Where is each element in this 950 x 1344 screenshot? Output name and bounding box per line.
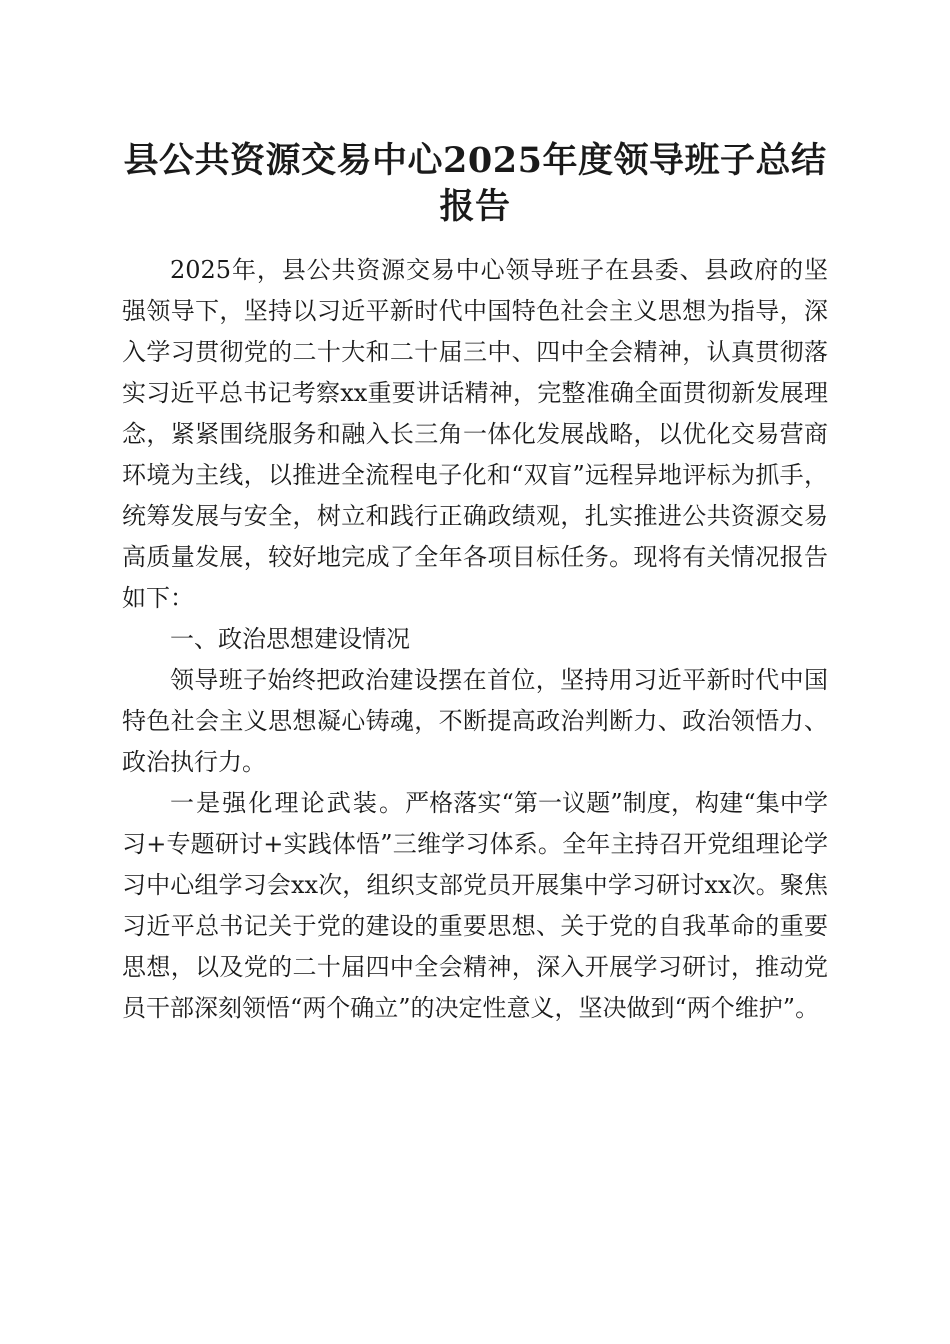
point-text: 严格落实“第一议题”制度，构建“集中学习+专题研讨+实践体悟”三维学习体系。全年主持召开党组理论学习中心组学习会xx次，组织支部党员开展集中学习研讨xx次。聚焦习近平总书记关于党的建设的重要思想、关于党的自我革命的重要思想，以及党的二十届四中全会精神，深入开展学习研讨，推动党员干部深刻领悟“两个确立”的决定性意义，坚决做到“两个维护”。 [122,789,828,1022]
point-paragraph [122,783,828,1029]
section-heading: 一、政治思想建设情况 [170,625,410,653]
document-title: 县公共资源交易中心2025年度领导班子总结报告 [123,140,827,227]
intro-paragraph: 2025年，县公共资源交易中心领导班子在县委、县政府的坚强领导下，坚持以习近平新时代中国特色社会主义思想为指导，深入学习贯彻党的二十大和二十届三中、四中全会精神，认真贯彻落实习近平总书记考察xx重要讲话精神，完整准确全面贯彻新发展理念，紧紧围绕服务和融入长三角一体化发展战略，以优化交易营商环境为主线，以推进全流程电子化和“双盲”远程异地评标为抓手，统筹发展与安全，树立和践行正确政绩观，扎实推进公共资源交易高质量发展，较好地完成了全年各项目标任务。现将有关情况报告如下： [122,256,828,612]
section-intro-paragraph: 领导班子始终把政治建设摆在首位，坚持用习近平新时代中国特色社会主义思想凝心铸魂，不断提高政治判断力、政治领悟力、政治执行力。 [122,666,828,776]
point-lead: 一是强化理论武装。 [170,789,406,817]
document-body [122,250,828,1029]
